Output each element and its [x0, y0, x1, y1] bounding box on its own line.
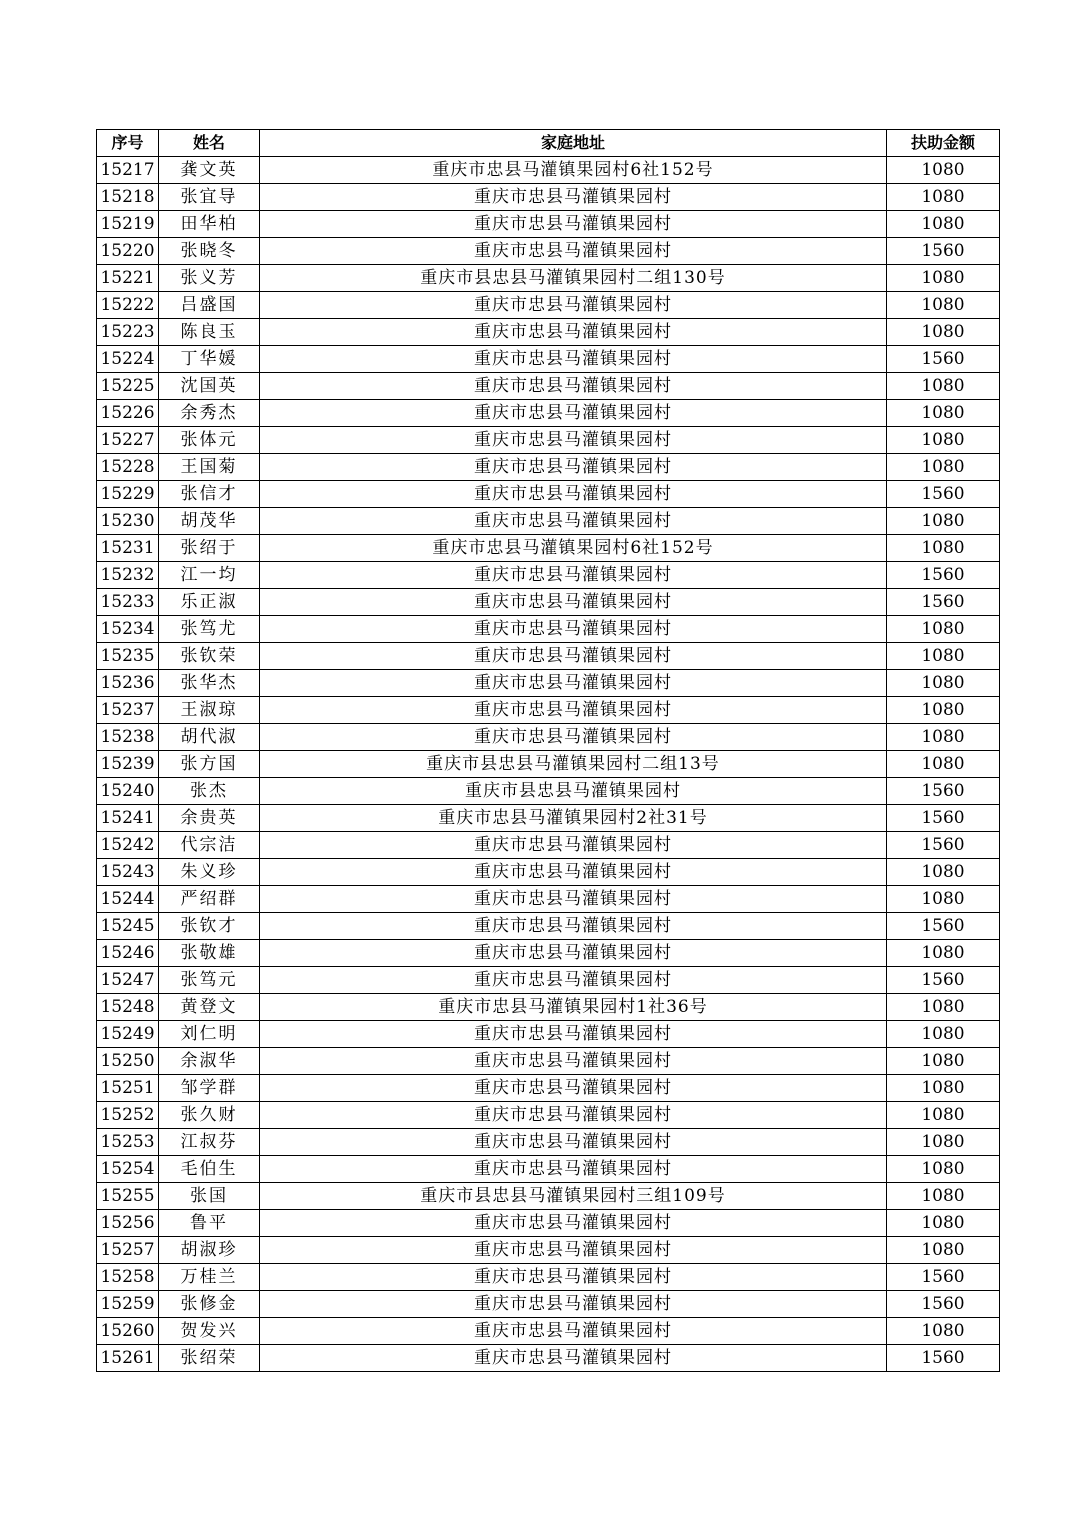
cell-seq: 15260	[97, 1318, 159, 1345]
cell-seq: 15222	[97, 292, 159, 319]
table-row	[97, 454, 1000, 481]
cell-amount: 1080	[887, 994, 1000, 1021]
cell-seq: 15227	[97, 427, 159, 454]
cell-seq: 15241	[97, 805, 159, 832]
cell-address: 重庆市县忠县马灌镇果园村三组109号	[260, 1183, 887, 1210]
cell-name: 陈良玉	[159, 319, 260, 346]
cell-seq: 15236	[97, 670, 159, 697]
cell-address: 重庆市忠县马灌镇果园村	[260, 670, 887, 697]
cell-seq: 15218	[97, 184, 159, 211]
cell-address: 重庆市忠县马灌镇果园村1社36号	[260, 994, 887, 1021]
cell-amount: 1080	[887, 643, 1000, 670]
cell-name: 沈国英	[159, 373, 260, 400]
cell-amount: 1080	[887, 1318, 1000, 1345]
cell-seq: 15233	[97, 589, 159, 616]
cell-amount: 1560	[887, 778, 1000, 805]
cell-name: 胡代淑	[159, 724, 260, 751]
cell-seq: 15252	[97, 1102, 159, 1129]
cell-amount: 1560	[887, 967, 1000, 994]
cell-amount: 1080	[887, 292, 1000, 319]
cell-name: 张修金	[159, 1291, 260, 1318]
cell-seq: 15237	[97, 697, 159, 724]
table-row	[97, 589, 1000, 616]
cell-amount: 1560	[887, 832, 1000, 859]
cell-name: 贺发兴	[159, 1318, 260, 1345]
table-row	[97, 1291, 1000, 1318]
cell-amount: 1080	[887, 427, 1000, 454]
cell-name: 张晓冬	[159, 238, 260, 265]
cell-address: 重庆市忠县马灌镇果园村	[260, 481, 887, 508]
cell-address: 重庆市忠县马灌镇果园村	[260, 886, 887, 913]
cell-name: 余秀杰	[159, 400, 260, 427]
cell-name: 代宗洁	[159, 832, 260, 859]
table-row	[97, 211, 1000, 238]
cell-amount: 1080	[887, 265, 1000, 292]
table-row	[97, 481, 1000, 508]
cell-seq: 15221	[97, 265, 159, 292]
cell-seq: 15259	[97, 1291, 159, 1318]
cell-seq: 15254	[97, 1156, 159, 1183]
cell-address: 重庆市忠县马灌镇果园村	[260, 292, 887, 319]
cell-amount: 1080	[887, 886, 1000, 913]
cell-seq: 15223	[97, 319, 159, 346]
cell-amount: 1080	[887, 724, 1000, 751]
cell-name: 张国	[159, 1183, 260, 1210]
cell-seq: 15242	[97, 832, 159, 859]
cell-seq: 15234	[97, 616, 159, 643]
cell-address: 重庆市忠县马灌镇果园村	[260, 1075, 887, 1102]
cell-seq: 15243	[97, 859, 159, 886]
cell-amount: 1560	[887, 1264, 1000, 1291]
cell-seq: 15226	[97, 400, 159, 427]
cell-name: 张体元	[159, 427, 260, 454]
cell-name: 朱义珍	[159, 859, 260, 886]
cell-amount: 1080	[887, 751, 1000, 778]
table-row	[97, 1021, 1000, 1048]
cell-address: 重庆市忠县马灌镇果园村	[260, 832, 887, 859]
cell-name: 丁华媛	[159, 346, 260, 373]
cell-seq: 15245	[97, 913, 159, 940]
cell-amount: 1560	[887, 481, 1000, 508]
table-body	[97, 157, 1000, 1372]
cell-address: 重庆市忠县马灌镇果园村	[260, 1237, 887, 1264]
cell-seq: 15251	[97, 1075, 159, 1102]
table-row	[97, 535, 1000, 562]
cell-amount: 1080	[887, 1129, 1000, 1156]
cell-address: 重庆市县忠县马灌镇果园村	[260, 778, 887, 805]
cell-address: 重庆市忠县马灌镇果园村	[260, 1291, 887, 1318]
cell-amount: 1560	[887, 913, 1000, 940]
cell-seq: 15232	[97, 562, 159, 589]
cell-amount: 1080	[887, 1237, 1000, 1264]
table-header	[97, 130, 1000, 157]
table-row	[97, 562, 1000, 589]
cell-seq: 15217	[97, 157, 159, 184]
cell-name: 毛伯生	[159, 1156, 260, 1183]
table-row	[97, 1264, 1000, 1291]
cell-name: 张钦才	[159, 913, 260, 940]
cell-name: 张钦荣	[159, 643, 260, 670]
cell-name: 吕盛国	[159, 292, 260, 319]
table-row	[97, 643, 1000, 670]
cell-name: 刘仁明	[159, 1021, 260, 1048]
cell-seq: 15258	[97, 1264, 159, 1291]
cell-name: 江叔芬	[159, 1129, 260, 1156]
cell-address: 重庆市忠县马灌镇果园村	[260, 184, 887, 211]
table-row	[97, 400, 1000, 427]
cell-address: 重庆市忠县马灌镇果园村	[260, 1021, 887, 1048]
cell-address: 重庆市忠县马灌镇果园村	[260, 454, 887, 481]
cell-address: 重庆市忠县马灌镇果园村	[260, 913, 887, 940]
table-row	[97, 1129, 1000, 1156]
table-row	[97, 1345, 1000, 1372]
table-row	[97, 1156, 1000, 1183]
cell-address: 重庆市忠县马灌镇果园村	[260, 400, 887, 427]
cell-address: 重庆市忠县马灌镇果园村	[260, 616, 887, 643]
cell-name: 张绍于	[159, 535, 260, 562]
cell-name: 余贵英	[159, 805, 260, 832]
cell-seq: 15238	[97, 724, 159, 751]
cell-amount: 1560	[887, 1291, 1000, 1318]
cell-seq: 15220	[97, 238, 159, 265]
cell-name: 万桂兰	[159, 1264, 260, 1291]
cell-amount: 1080	[887, 1048, 1000, 1075]
cell-seq: 15261	[97, 1345, 159, 1372]
table-row	[97, 724, 1000, 751]
cell-seq: 15248	[97, 994, 159, 1021]
cell-address: 重庆市忠县马灌镇果园村	[260, 967, 887, 994]
table-row	[97, 670, 1000, 697]
cell-name: 王淑琼	[159, 697, 260, 724]
header-row	[97, 130, 1000, 157]
cell-address: 重庆市忠县马灌镇果园村	[260, 508, 887, 535]
cell-name: 鲁平	[159, 1210, 260, 1237]
table-row	[97, 427, 1000, 454]
table-row	[97, 157, 1000, 184]
table-row	[97, 1237, 1000, 1264]
cell-name: 张敬雄	[159, 940, 260, 967]
table-row	[97, 184, 1000, 211]
cell-address: 重庆市忠县马灌镇果园村	[260, 724, 887, 751]
table-row	[97, 1048, 1000, 1075]
cell-seq: 15240	[97, 778, 159, 805]
table-row	[97, 697, 1000, 724]
cell-amount: 1080	[887, 1021, 1000, 1048]
cell-name: 严绍群	[159, 886, 260, 913]
cell-name: 江一均	[159, 562, 260, 589]
cell-address: 重庆市忠县马灌镇果园村	[260, 1129, 887, 1156]
cell-seq: 15225	[97, 373, 159, 400]
cell-name: 胡茂华	[159, 508, 260, 535]
cell-amount: 1080	[887, 535, 1000, 562]
table-row	[97, 832, 1000, 859]
cell-name: 邹学群	[159, 1075, 260, 1102]
table-row	[97, 265, 1000, 292]
cell-name: 田华柏	[159, 211, 260, 238]
cell-seq: 15244	[97, 886, 159, 913]
table-row	[97, 886, 1000, 913]
cell-name: 张义芳	[159, 265, 260, 292]
cell-amount: 1080	[887, 940, 1000, 967]
cell-name: 张宜导	[159, 184, 260, 211]
header-seq: 序号	[97, 130, 159, 157]
table-row	[97, 1318, 1000, 1345]
cell-amount: 1560	[887, 1345, 1000, 1372]
cell-address: 重庆市忠县马灌镇果园村	[260, 1102, 887, 1129]
table-row	[97, 373, 1000, 400]
cell-seq: 15224	[97, 346, 159, 373]
cell-name: 张信才	[159, 481, 260, 508]
cell-amount: 1080	[887, 859, 1000, 886]
table-row	[97, 940, 1000, 967]
cell-amount: 1080	[887, 697, 1000, 724]
cell-amount: 1080	[887, 373, 1000, 400]
cell-amount: 1080	[887, 616, 1000, 643]
cell-amount: 1560	[887, 805, 1000, 832]
cell-amount: 1560	[887, 346, 1000, 373]
cell-address: 重庆市忠县马灌镇果园村	[260, 697, 887, 724]
table-row	[97, 805, 1000, 832]
cell-address: 重庆市县忠县马灌镇果园村二组130号	[260, 265, 887, 292]
cell-name: 张方国	[159, 751, 260, 778]
cell-seq: 15256	[97, 1210, 159, 1237]
table-row	[97, 346, 1000, 373]
cell-amount: 1080	[887, 1156, 1000, 1183]
table-row	[97, 967, 1000, 994]
cell-seq: 15239	[97, 751, 159, 778]
cell-name: 张杰	[159, 778, 260, 805]
cell-address: 重庆市忠县马灌镇果园村	[260, 211, 887, 238]
cell-seq: 15219	[97, 211, 159, 238]
cell-name: 余淑华	[159, 1048, 260, 1075]
cell-address: 重庆市忠县马灌镇果园村	[260, 1264, 887, 1291]
cell-address: 重庆市忠县马灌镇果园村	[260, 859, 887, 886]
cell-seq: 15235	[97, 643, 159, 670]
cell-amount: 1080	[887, 400, 1000, 427]
table-row	[97, 1183, 1000, 1210]
header-amount: 扶助金额	[887, 130, 1000, 157]
cell-amount: 1080	[887, 157, 1000, 184]
cell-address: 重庆市忠县马灌镇果园村	[260, 1156, 887, 1183]
table-row	[97, 1210, 1000, 1237]
header-name: 姓名	[159, 130, 260, 157]
cell-address: 重庆市忠县马灌镇果园村6社152号	[260, 157, 887, 184]
table-row	[97, 292, 1000, 319]
cell-address: 重庆市县忠县马灌镇果园村二组13号	[260, 751, 887, 778]
cell-amount: 1080	[887, 1210, 1000, 1237]
cell-amount: 1080	[887, 1183, 1000, 1210]
cell-name: 乐正淑	[159, 589, 260, 616]
cell-seq: 15247	[97, 967, 159, 994]
table-row	[97, 994, 1000, 1021]
cell-name: 张久财	[159, 1102, 260, 1129]
cell-address: 重庆市忠县马灌镇果园村	[260, 1318, 887, 1345]
cell-address: 重庆市忠县马灌镇果园村	[260, 427, 887, 454]
cell-seq: 15249	[97, 1021, 159, 1048]
cell-name: 王国菊	[159, 454, 260, 481]
cell-seq: 15257	[97, 1237, 159, 1264]
cell-name: 张笃元	[159, 967, 260, 994]
cell-address: 重庆市忠县马灌镇果园村	[260, 562, 887, 589]
cell-name: 张笃尤	[159, 616, 260, 643]
header-address: 家庭地址	[260, 130, 887, 157]
cell-seq: 15253	[97, 1129, 159, 1156]
table-row	[97, 751, 1000, 778]
cell-amount: 1080	[887, 319, 1000, 346]
cell-seq: 15255	[97, 1183, 159, 1210]
cell-amount: 1080	[887, 454, 1000, 481]
cell-amount: 1080	[887, 508, 1000, 535]
cell-address: 重庆市忠县马灌镇果园村	[260, 643, 887, 670]
cell-amount: 1080	[887, 1075, 1000, 1102]
cell-address: 重庆市忠县马灌镇果园村	[260, 238, 887, 265]
cell-amount: 1080	[887, 670, 1000, 697]
cell-name: 张华杰	[159, 670, 260, 697]
table-row	[97, 238, 1000, 265]
cell-seq: 15250	[97, 1048, 159, 1075]
cell-seq: 15230	[97, 508, 159, 535]
cell-amount: 1080	[887, 184, 1000, 211]
cell-seq: 15231	[97, 535, 159, 562]
cell-name: 张绍荣	[159, 1345, 260, 1372]
cell-address: 重庆市忠县马灌镇果园村	[260, 1048, 887, 1075]
cell-seq: 15246	[97, 940, 159, 967]
table-row	[97, 1102, 1000, 1129]
cell-amount: 1080	[887, 211, 1000, 238]
cell-address: 重庆市忠县马灌镇果园村	[260, 373, 887, 400]
cell-amount: 1560	[887, 562, 1000, 589]
cell-address: 重庆市忠县马灌镇果园村2社31号	[260, 805, 887, 832]
table-row	[97, 778, 1000, 805]
table-row	[97, 508, 1000, 535]
cell-amount: 1560	[887, 589, 1000, 616]
table-row	[97, 319, 1000, 346]
cell-address: 重庆市忠县马灌镇果园村	[260, 346, 887, 373]
table-row	[97, 859, 1000, 886]
cell-name: 胡淑珍	[159, 1237, 260, 1264]
cell-address: 重庆市忠县马灌镇果园村	[260, 1345, 887, 1372]
table-row	[97, 616, 1000, 643]
cell-seq: 15229	[97, 481, 159, 508]
cell-address: 重庆市忠县马灌镇果园村	[260, 940, 887, 967]
beneficiary-table	[96, 129, 1000, 1372]
cell-address: 重庆市忠县马灌镇果园村	[260, 1210, 887, 1237]
table-row	[97, 913, 1000, 940]
cell-address: 重庆市忠县马灌镇果园村	[260, 589, 887, 616]
cell-name: 龚文英	[159, 157, 260, 184]
cell-address: 重庆市忠县马灌镇果园村	[260, 319, 887, 346]
cell-amount: 1560	[887, 238, 1000, 265]
cell-amount: 1080	[887, 1102, 1000, 1129]
cell-name: 黄登文	[159, 994, 260, 1021]
cell-address: 重庆市忠县马灌镇果园村6社152号	[260, 535, 887, 562]
cell-seq: 15228	[97, 454, 159, 481]
table-row	[97, 1075, 1000, 1102]
